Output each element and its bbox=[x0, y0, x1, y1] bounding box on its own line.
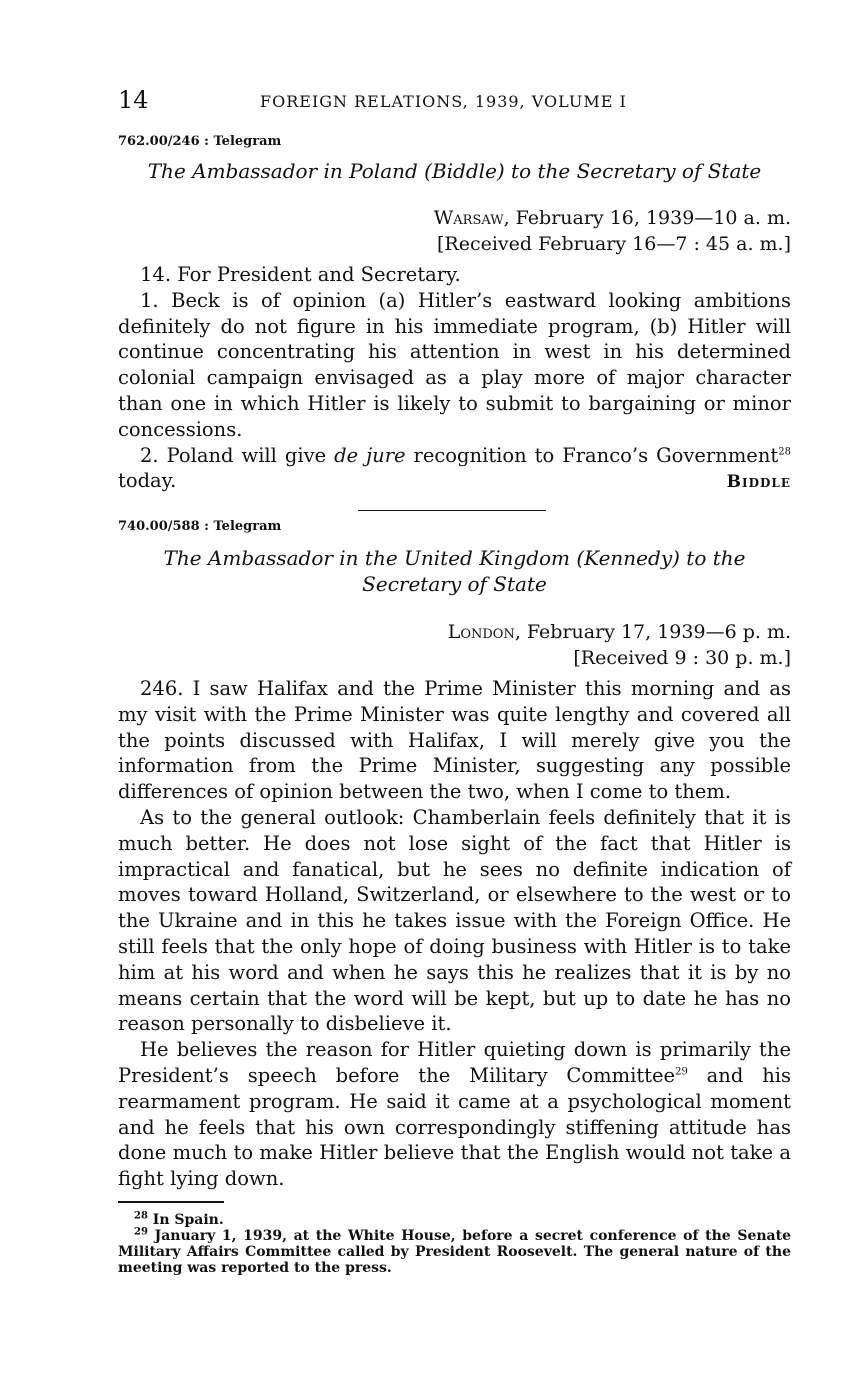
italic-text: de jure bbox=[334, 443, 406, 467]
dateline-place-2: London bbox=[447, 621, 515, 643]
paragraph bbox=[118, 1037, 791, 1192]
file-reference-1: 762.00/246 : Telegram bbox=[118, 134, 282, 149]
page-header bbox=[118, 86, 791, 116]
paragraph: 14. For President and Secretary. bbox=[140, 263, 461, 286]
footnote-mark: 28 bbox=[134, 1210, 148, 1222]
footnote bbox=[118, 1212, 791, 1228]
dateline-1 bbox=[434, 205, 791, 231]
document-title-2: The Ambassador in the United Kingdom (Kennedy) to the Secretary of State bbox=[163, 546, 746, 596]
dateline-place-1: Warsaw bbox=[433, 207, 504, 229]
text-run: 2. Poland will give bbox=[140, 443, 335, 467]
paragraph bbox=[118, 443, 791, 495]
footnote-ref: 29 bbox=[675, 1066, 688, 1078]
footnote-ref: 28 bbox=[778, 446, 791, 458]
footnote-rule bbox=[118, 1201, 224, 1203]
paragraph: 1. Beck is of opinion (a) Hitler’s eastward looking ambitions definitely do not figure in his immediate program, (b) Hitler will continue concentrating his attention in west in his determined colonial campaign envisaged as a play more of major character than one in which Hitler is likely to submit to bargaining or minor concessions. bbox=[118, 288, 791, 441]
received-line-2: [Received 9 : 30 p. m.] bbox=[573, 647, 791, 669]
text-run: recognition to Franco’s Government bbox=[405, 443, 779, 467]
received-line-1: [Received February 16—7 : 45 a. m.] bbox=[437, 233, 791, 255]
running-title: FOREIGN RELATIONS, 1939, VOLUME I bbox=[260, 92, 627, 111]
footnote-text: In Spain. bbox=[147, 1212, 224, 1228]
text-run: today. bbox=[118, 469, 177, 493]
footnote bbox=[118, 1228, 791, 1276]
document-body-2 bbox=[118, 676, 791, 1192]
dateline-2 bbox=[448, 619, 791, 645]
footnote-text: January 1, 1939, at the White House, before a secret conference of the Senate Military Affairs Committee called by President Roosevelt. The general nature of the meeting was reported to the press. bbox=[118, 1228, 791, 1276]
paragraph: As to the general outlook: Chamberlain feels definitely that it is much better. He does not lose sight of the fact that Hitler is impractical and fanatical, but he sees no definite indication of moves toward Holland, Switzerland, or elsewhere to the west or to the Ukraine and in this he takes issue with the Foreign Office. He still feels that the only hope of doing business with Hitler is to take him at his word and when he says this he realizes that it is by no means certain that the word will be kept, but up to date he has no reason personally to disbelieve it. bbox=[118, 805, 791, 1036]
dateline-date-1: , February 16, 1939—10 a. m. bbox=[503, 207, 791, 229]
text-run: and his rearmament program. He said it came at a psychological moment and he feels that his own correspondingly stiffening attitude has done much to make Hitler believe that the English would not take a fight lying down. bbox=[118, 1063, 791, 1191]
paragraph: 246. I saw Halifax and the Prime Minister this morning and as my visit with the Prime Minister was quite lengthy and covered all the points discussed with Halifax, I will merely give you the information from the Prime Minister, suggesting any possible differences of opinion between the two, when I come to them. bbox=[118, 677, 791, 804]
section-divider bbox=[358, 510, 546, 511]
footnotes bbox=[118, 1212, 791, 1276]
document-title-1: The Ambassador in Poland (Biddle) to the Secretary of State bbox=[147, 159, 762, 183]
page-number: 14 bbox=[118, 86, 149, 114]
file-reference-2: 740.00/588 : Telegram bbox=[118, 519, 282, 534]
footnote-mark: 29 bbox=[134, 1226, 148, 1238]
text-run: He believes the reason for Hitler quieting down is primarily the President’s speech before the Military Committee bbox=[118, 1038, 791, 1087]
dateline-date-2: , February 17, 1939—6 p. m. bbox=[514, 621, 791, 643]
document-body-1 bbox=[118, 262, 791, 494]
signature-1: Biddle bbox=[726, 472, 791, 492]
